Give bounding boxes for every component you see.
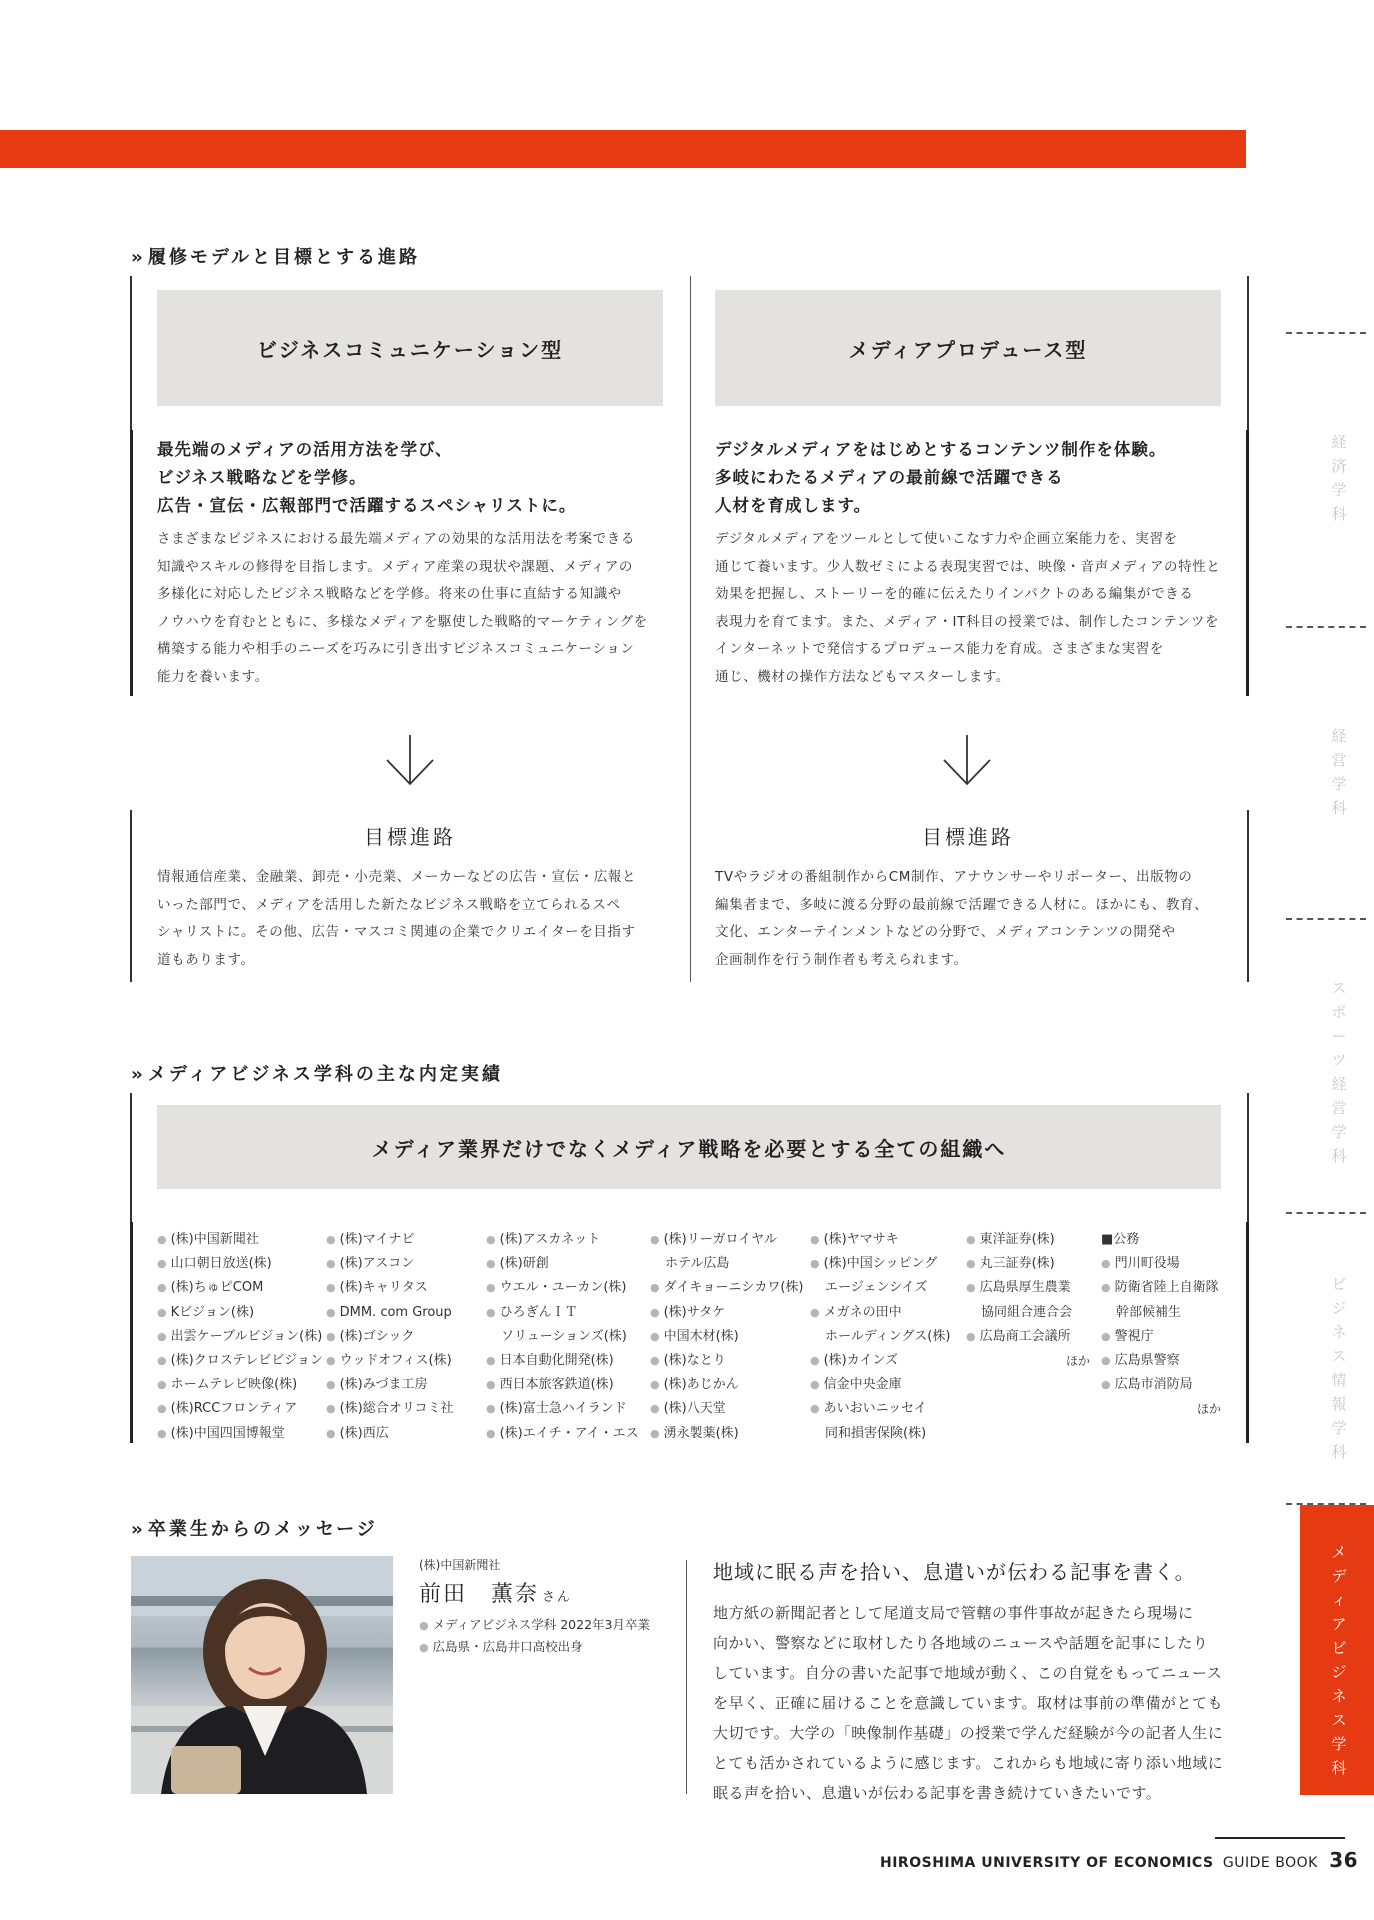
- company-column: [966, 1228, 1090, 1373]
- list-item: ● (株)中国新聞社: [157, 1228, 323, 1252]
- tab-separator: [1286, 626, 1366, 628]
- list-item: ● (株)アスカネット: [486, 1228, 639, 1252]
- graduate-company: (株)中国新聞社: [419, 1558, 501, 1572]
- arrow-down-icon: [385, 735, 435, 787]
- list-item: ● (株)アスコン: [326, 1252, 454, 1276]
- list-item: ● (株)西広: [326, 1422, 454, 1446]
- list-item: ● (株)リーガロイヤル: [650, 1228, 804, 1252]
- list-item: ● ホームテレビ映像(株): [157, 1373, 323, 1397]
- list-item: ● (株)富士急ハイランド: [486, 1397, 639, 1421]
- list-item: ● (株)みづま工房: [326, 1373, 454, 1397]
- list-item: ● 広島県厚生農業: [966, 1276, 1090, 1300]
- divider-line: [130, 810, 132, 982]
- list-item: ● メガネの田中: [810, 1301, 950, 1325]
- list-item: ● (株)中国四国博報堂: [157, 1422, 323, 1446]
- list-item: ● 西日本旅客鉄道(株): [486, 1373, 639, 1397]
- graduate-portrait-illustration: [131, 1556, 393, 1794]
- list-item: ● 山口朝日放送(株): [157, 1252, 323, 1276]
- tab-economics[interactable]: 経済学科: [1331, 433, 1347, 523]
- divider-line: [1246, 430, 1249, 696]
- list-item: ● ダイキョーニシカワ(株): [650, 1276, 804, 1300]
- graduate-info: ● メディアビジネス学科 2022年3月卒業 ● 広島県・広島井口高校出身: [419, 1614, 650, 1658]
- list-item: ● (株)ちゅピCOM: [157, 1276, 323, 1300]
- list-item: ● (株)キャリタス: [326, 1276, 454, 1300]
- company-column: [810, 1228, 950, 1446]
- list-item: ● (株)RCCフロンティア: [157, 1397, 323, 1421]
- tab-sports-management[interactable]: スポーツ経営学科: [1331, 979, 1347, 1165]
- list-item: 幹部候補生: [1116, 1304, 1182, 1320]
- page-number: 36: [1329, 1848, 1359, 1872]
- divider-line: [686, 1560, 687, 1794]
- list-note: ほか: [1065, 1354, 1090, 1369]
- double-chevron-icon: ››: [131, 247, 140, 268]
- list-item: ● (株)サタケ: [650, 1301, 804, 1325]
- footer-brand: HIROSHIMA UNIVERSITY OF ECONOMICS GUIDE BOOK 36: [880, 1848, 1359, 1872]
- graduate-photo: [131, 1556, 393, 1794]
- course-description: デジタルメディアをツールとして使いこなす力や企画立案能力を、実習を 通じて養います。少人数ゼミによる表現実習では、映像・音声メディアの特性と 効果を把握し、ストーリーを的確に伝えたりインパクトのある編集ができる 表現力を育てます。また、メディア・IT科目の授業では、制作したコンテンツを インターネットで発信するプロデュース能力を育成。さまざまな実習を 通じ、機材の操作方法などもマスターします。: [715, 531, 1221, 685]
- divider-line: [130, 430, 133, 696]
- divider-line: [690, 276, 691, 982]
- message-body: 地方紙の新聞記者として尾道支局で管轄の事件事故が起きたら現場に 向かい、警察などに取材したり各地域のニュースや話題を記事にしたり しています。自分の書いた記事で地域が動く、この自覚をもってニュース を早く、正確に届けることを意識しています。取材は事前の準備がとても 大切です。大学の「映像制作基礎」の授業で学んだ経験が今の記者人生に とても活かされているように感じます。これからも地域に寄り添い地域に 眠る声を拾い、息遣いが伝わる記事を書き続けていきたいです。: [713, 1604, 1224, 1802]
- list-item: ● 広島市消防局: [1101, 1373, 1221, 1397]
- list-item: ● 広島商工会議所: [966, 1325, 1090, 1349]
- lead-text: 最先端のメディアの活用方法を学び、 ビジネス戦略などを学修。 広告・宣伝・広報部門で活躍するスペシャリストに。: [157, 440, 577, 515]
- company-column: [650, 1228, 804, 1446]
- list-item: ● 中国木材(株): [650, 1325, 804, 1349]
- list-item: ● ひろぎんＩＴ: [486, 1301, 639, 1325]
- footer-line: [1215, 1837, 1345, 1839]
- section-heading-course-models: ›› 履修モデルと目標とする進路: [131, 247, 420, 268]
- company-column: [157, 1228, 323, 1446]
- list-item: 協同組合連合会: [981, 1304, 1073, 1320]
- course-description: さまざまなビジネスにおける最先端メディアの効果的な活用法を考案できる 知識やスキルの修得を目指します。メディア産業の現状や課題、メディアの 多様化に対応したビジネス戦略などを学修。将来の仕事に直結する知識や ノウハウを育むとともに、多様なメディアを駆使した戦略的マーケティングを 構築する能力や相手のニーズを巧みに引き出すビジネスコミュニケーション 能力を養います。: [157, 531, 648, 685]
- list-item: ● 広島県警察: [1101, 1349, 1221, 1373]
- list-item: ● 丸三証券(株): [966, 1252, 1090, 1276]
- list-item: ● (株)総合オリコミ社: [326, 1397, 454, 1421]
- message-title: 地域に眠る声を拾い、息遣いが伝わる記事を書く。: [713, 1560, 1196, 1584]
- list-item: ● 防衛省陸上自衛隊: [1101, 1276, 1221, 1300]
- course-box-media-produce: メディアプロデュース型: [715, 290, 1221, 406]
- arrow-down-icon: [942, 735, 992, 787]
- list-item: ● (株)研創: [486, 1252, 639, 1276]
- tab-media-business-label: メディアビジネス学科: [1331, 1543, 1347, 1777]
- list-item: ● ウッドオフィス(株): [326, 1349, 454, 1373]
- double-chevron-icon: ››: [131, 1519, 140, 1540]
- company-column: [486, 1228, 639, 1446]
- list-item: ● 信金中央金庫: [810, 1373, 950, 1397]
- company-column: [1101, 1228, 1221, 1422]
- list-item: ● (株)エイチ・アイ・エス: [486, 1422, 639, 1446]
- list-item: ● (株)マイナビ: [326, 1228, 454, 1252]
- goal-title: 目標進路: [364, 825, 456, 849]
- divider-line: [1246, 1222, 1249, 1443]
- company-column: [326, 1228, 454, 1446]
- list-item: ● (株)八天堂: [650, 1397, 804, 1421]
- list-item: エージェンシイズ: [825, 1280, 928, 1296]
- graduate-name: 前田 薫奈 さん: [419, 1582, 573, 1607]
- job-offer-banner: メディア業界だけでなくメディア戦略を必要とする全ての組織へ: [157, 1105, 1221, 1189]
- section-heading-job-offers: ›› メディアビジネス学科の主な内定実績: [131, 1064, 503, 1085]
- tab-management[interactable]: 経営学科: [1331, 727, 1347, 817]
- goal-description: 情報通信産業、金融業、卸売・小売業、メーカーなどの広告・宣伝・広報と いった部門で、メディアを活用した新たなビジネス戦略を立てられるスペ シャリストに。その他、広告・マスコミ関連の企業でクリエイターを目指す 道もあります。: [157, 869, 637, 968]
- tab-separator: [1286, 332, 1366, 334]
- list-item: ホールディングス(株): [825, 1328, 951, 1344]
- goal-description: TVやラジオの番組制作からCM制作、アナウンサーやリポーター、出版物の 編集者まで、多岐に渡る分野の最前線で活躍できる人材に。ほかにも、教育、 文化、エンターテインメントなどの分野で、メディアコンテンツの開発や 企画制作を行う制作者も考えられます。: [715, 869, 1209, 968]
- divider-line: [1247, 810, 1249, 982]
- list-note: ほか: [1196, 1402, 1221, 1417]
- list-item: ● (株)ヤマサキ: [810, 1228, 950, 1252]
- divider-line: [130, 1222, 133, 1443]
- list-item: ● (株)あじかん: [650, 1373, 804, 1397]
- lead-text: デジタルメディアをはじめとするコンテンツ制作を体験。 多岐にわたるメディアの最前線で活躍できる 人材を育成します。: [715, 440, 1167, 515]
- list-item: ● 湧永製薬(株): [650, 1422, 804, 1446]
- list-item: ● (株)クロステレビビジョン: [157, 1349, 323, 1373]
- list-item: ● DMM. com Group: [326, 1301, 454, 1325]
- list-item: ● ウエル・ユーカン(株): [486, 1276, 639, 1300]
- top-accent-bar: [0, 130, 1246, 168]
- list-item: ● (株)ゴシック: [326, 1325, 454, 1349]
- list-item: ● 警視庁: [1101, 1325, 1221, 1349]
- goal-title: 目標進路: [922, 825, 1014, 849]
- list-item: ● 出雲ケーブルビジョン(株): [157, 1325, 323, 1349]
- list-item: ● 東洋証券(株): [966, 1228, 1090, 1252]
- list-item: ● Kビジョン(株): [157, 1301, 323, 1325]
- double-chevron-icon: ››: [131, 1064, 140, 1085]
- list-item: ● (株)中国シッピング: [810, 1252, 950, 1276]
- course-box-business-communication: ビジネスコミュニケーション型: [157, 290, 663, 406]
- list-item: ● 日本自動化開発(株): [486, 1349, 639, 1373]
- list-item: 同和損害保険(株): [825, 1425, 927, 1441]
- list-item: ソリューションズ(株): [501, 1328, 627, 1344]
- tab-separator: [1286, 1212, 1366, 1214]
- list-item: ● (株)カインズ: [810, 1349, 950, 1373]
- section-heading-graduate-message: ›› 卒業生からのメッセージ: [131, 1519, 378, 1540]
- list-item: ホテル広島: [665, 1256, 730, 1272]
- tab-business-information[interactable]: ビジネス情報学科: [1331, 1275, 1347, 1461]
- list-item: ● (株)なとり: [650, 1349, 804, 1373]
- list-item: ● あいおいニッセイ: [810, 1397, 950, 1421]
- list-item: ● 門川町役場: [1101, 1252, 1221, 1276]
- list-item: ■公務: [1101, 1232, 1140, 1247]
- tab-separator: [1286, 918, 1366, 920]
